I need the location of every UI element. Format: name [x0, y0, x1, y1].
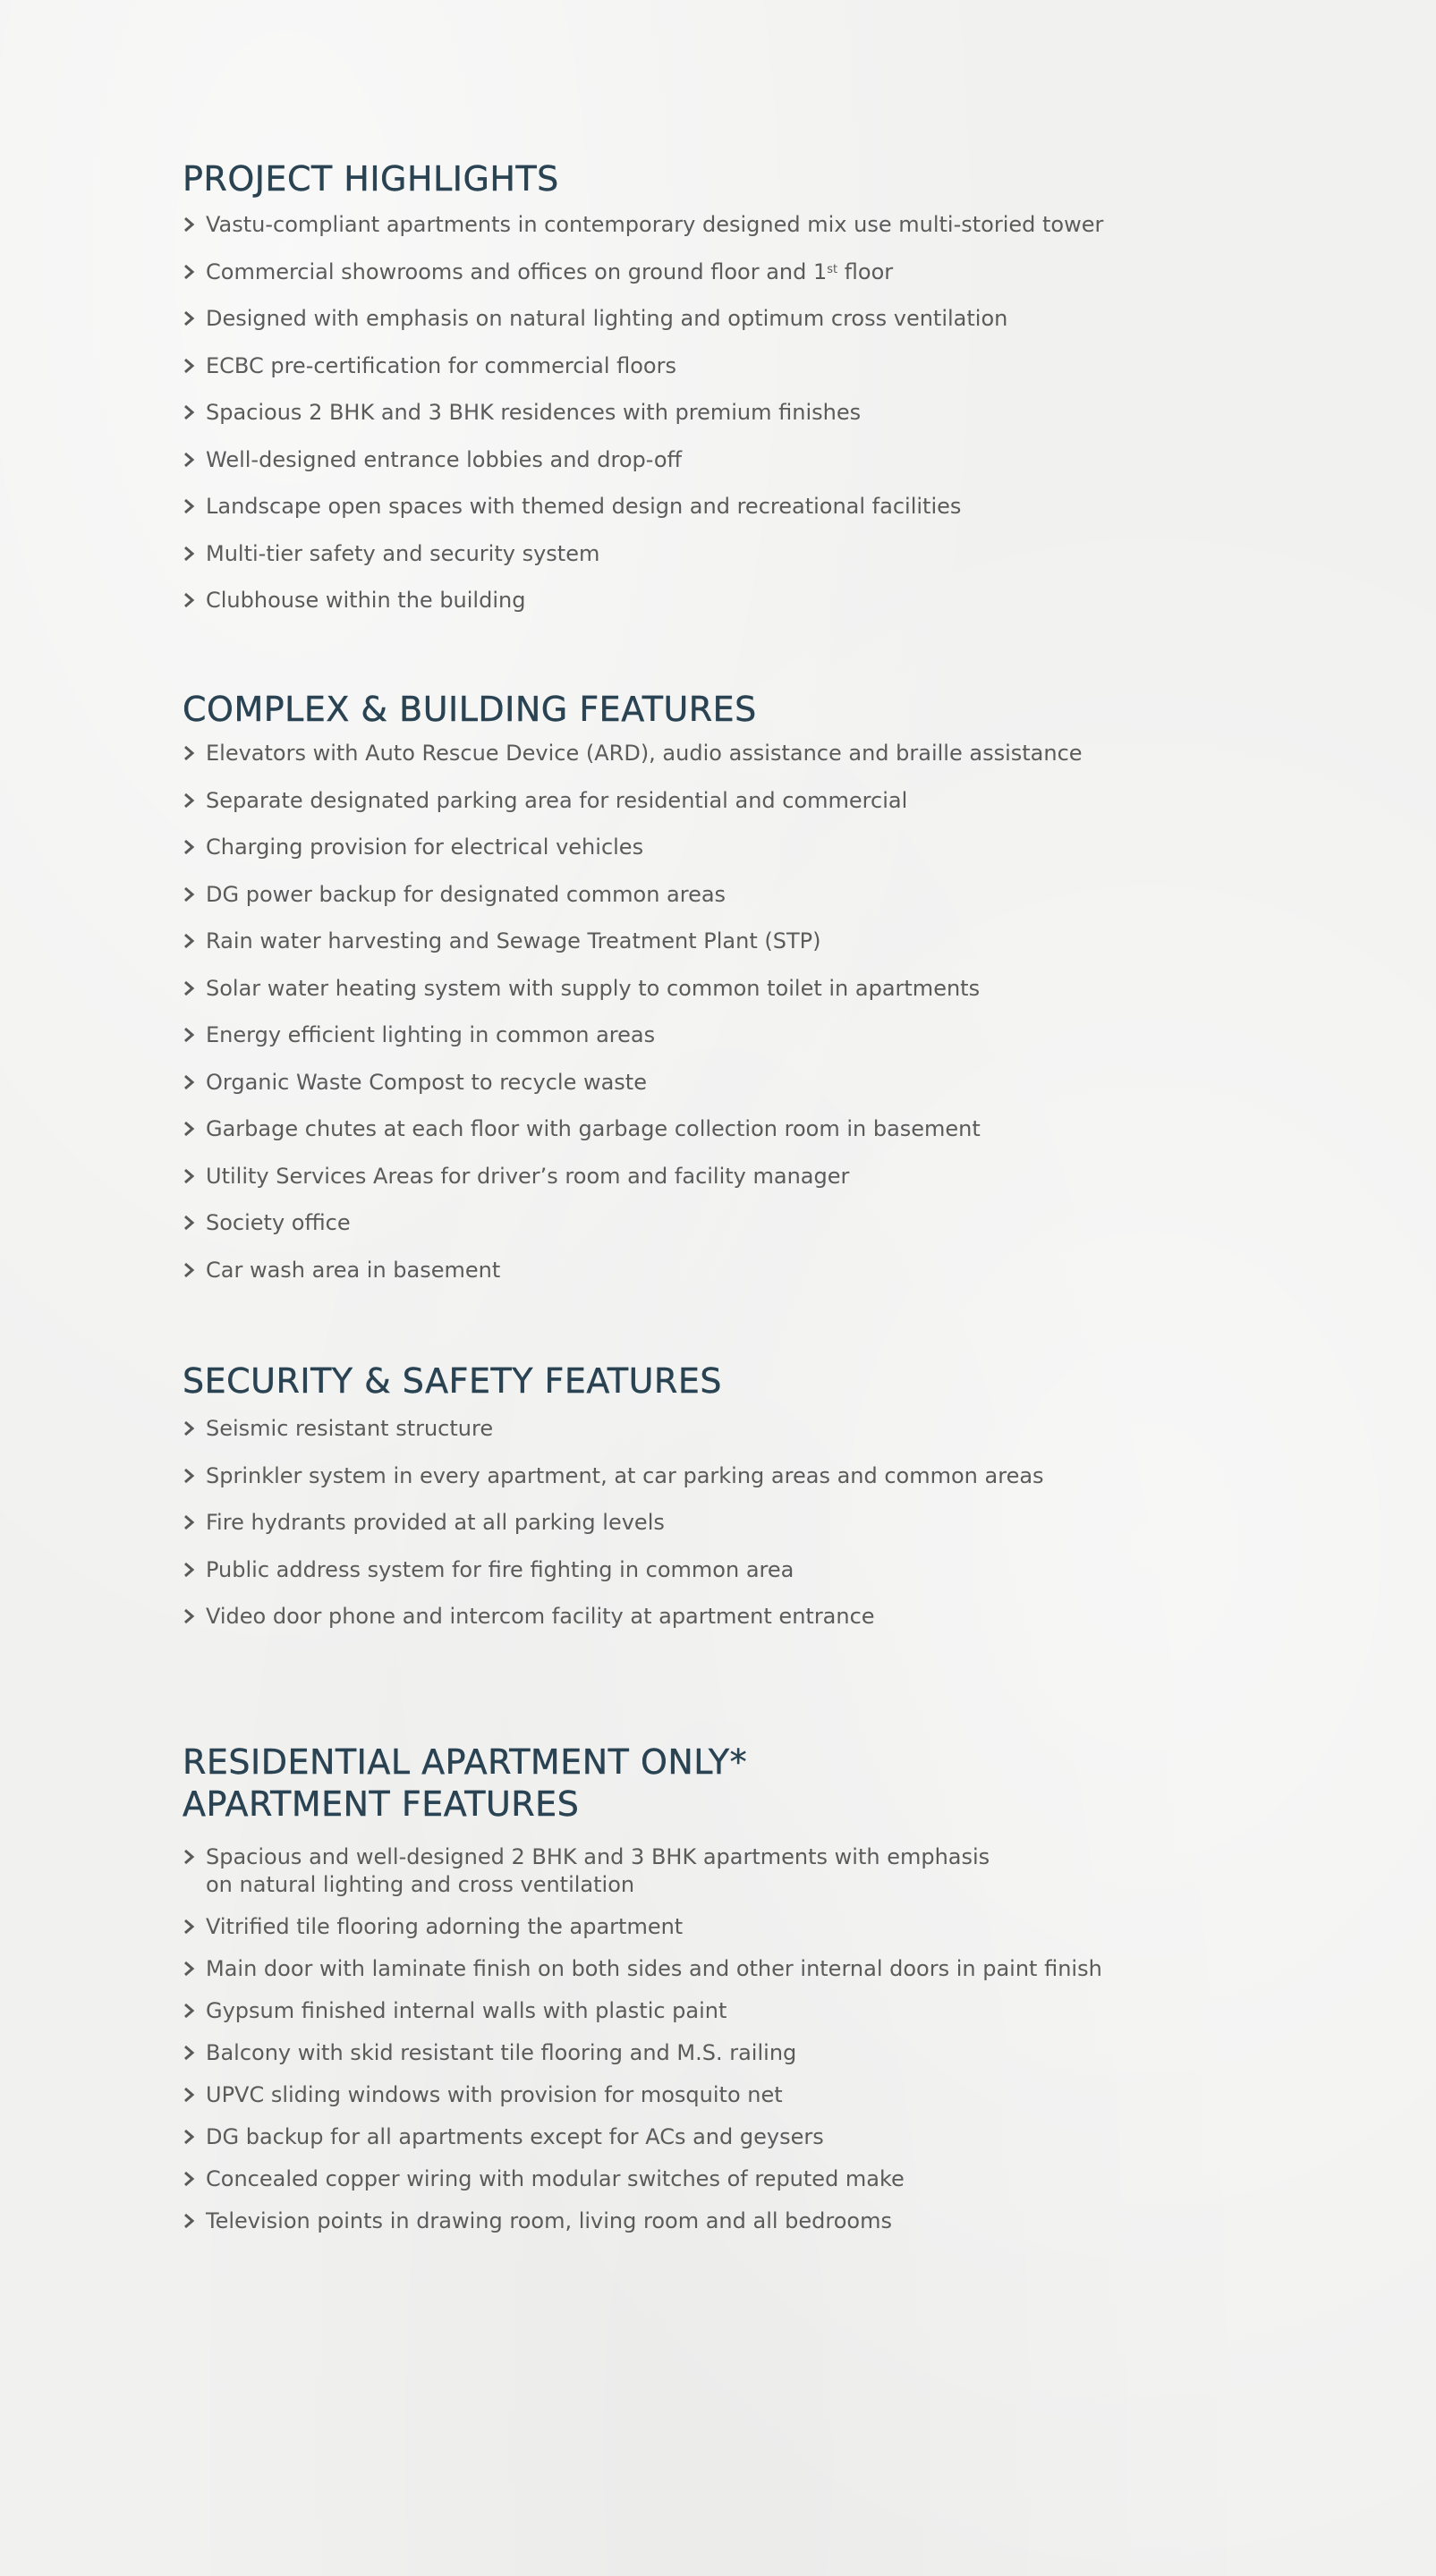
- chevron-right-icon: [183, 1074, 195, 1090]
- chevron-right-icon: [183, 980, 195, 996]
- item-text: DG power backup for designated common areas: [206, 881, 726, 907]
- complex-building-features-list: [183, 740, 1301, 1284]
- list-item: [183, 1069, 1301, 1096]
- item-text: Public address system for fire fighting in common area: [206, 1556, 794, 1582]
- chevron-right-icon: [183, 2213, 195, 2229]
- list-item: [183, 587, 1301, 614]
- list-item: [183, 211, 1301, 238]
- item-text: Energy efficient lighting in common areas: [206, 1022, 656, 1047]
- item-text: Fire hydrants provided at all parking levels: [206, 1510, 665, 1535]
- list-item: [183, 1163, 1301, 1190]
- chevron-right-icon: [183, 1420, 195, 1436]
- list-item: [183, 305, 1301, 332]
- item-text: Separate designated parking area for residential and commercial: [206, 787, 908, 813]
- list-item: [183, 1997, 1301, 2025]
- list-item: [183, 1462, 1301, 1489]
- list-item: [183, 2207, 1301, 2235]
- chevron-right-icon: [183, 404, 195, 420]
- list-item: [183, 2165, 1301, 2193]
- project-highlights-section: [183, 158, 1301, 634]
- chevron-right-icon: [183, 358, 195, 374]
- chevron-right-icon: [183, 1168, 195, 1184]
- chevron-right-icon: [183, 1919, 195, 1935]
- list-item: [183, 258, 1301, 285]
- chevron-right-icon: [183, 886, 195, 902]
- list-item: [183, 1603, 1301, 1630]
- list-item: [183, 928, 1301, 954]
- item-text: Organic Waste Compost to recycle waste: [206, 1069, 647, 1095]
- list-item: [183, 975, 1301, 1002]
- list-item: [183, 2123, 1301, 2151]
- item-text: Rain water harvesting and Sewage Treatment Plant (STP): [206, 928, 821, 953]
- chevron-right-icon: [183, 2045, 195, 2061]
- item-text: ECBC pre-certification for commercial floors: [206, 352, 676, 378]
- list-item: [183, 1021, 1301, 1048]
- chevron-right-icon: [183, 839, 195, 855]
- apartment-features-list: [183, 1843, 1301, 2235]
- list-item: [183, 787, 1301, 814]
- item-text-tail: floor: [837, 258, 894, 284]
- heading-line-2: APARTMENT FEATURES: [183, 1784, 580, 1824]
- item-text: Garbage chutes at each floor with garbage collection room in basement: [206, 1116, 981, 1141]
- list-item: [183, 352, 1301, 379]
- chevron-right-icon: [183, 2171, 195, 2187]
- list-item: [183, 540, 1301, 567]
- item-text: Charging provision for electrical vehicles: [206, 835, 644, 860]
- list-item: [183, 1209, 1301, 1236]
- item-text: Vastu-compliant apartments in contemporary designed mix use multi-storied tower: [206, 212, 1104, 237]
- item-text: Main door with laminate finish on both sides and other internal doors in paint finish: [206, 1956, 1102, 1981]
- item-text: Sprinkler system in every apartment, at car parking areas and common areas: [206, 1462, 1044, 1488]
- heading-line-1: RESIDENTIAL APARTMENT ONLY*: [183, 1742, 748, 1782]
- item-text: Balcony with skid resistant tile flooring and M.S. railing: [206, 2040, 797, 2065]
- chevron-right-icon: [183, 310, 195, 326]
- chevron-right-icon: [183, 452, 195, 468]
- item-text: Landscape open spaces with themed design and recreational facilities: [206, 494, 962, 519]
- chevron-right-icon: [183, 216, 195, 233]
- list-item: [183, 1843, 1301, 1899]
- item-text: Concealed copper wiring with modular switches of reputed make: [206, 2166, 905, 2191]
- item-text: Video door phone and intercom facility at apartment entrance: [206, 1604, 875, 1629]
- item-text-line-2: on natural lighting and cross ventilation: [206, 1872, 635, 1897]
- chevron-right-icon: [183, 1262, 195, 1278]
- chevron-right-icon: [183, 933, 195, 949]
- chevron-right-icon: [183, 1514, 195, 1530]
- item-text: Well-designed entrance lobbies and drop-off: [206, 446, 683, 472]
- item-text: Society office: [206, 1210, 351, 1235]
- security-safety-features-list: [183, 1415, 1301, 1630]
- list-item: [183, 1556, 1301, 1583]
- item-text: Car wash area in basement: [206, 1257, 501, 1283]
- section-heading: COMPLEX & BUILDING FEATURES: [183, 690, 757, 729]
- apartment-features-section: [183, 1741, 1301, 2250]
- item-text: Utility Services Areas for driver’s room and facility manager: [206, 1163, 850, 1189]
- item-text: Spacious 2 BHK and 3 BHK residences with premium finishes: [206, 400, 862, 425]
- chevron-right-icon: [183, 792, 195, 809]
- chevron-right-icon: [183, 2129, 195, 2145]
- chevron-right-icon: [183, 1961, 195, 1977]
- item-text: Vitrified tile flooring adorning the apartment: [206, 1914, 684, 1939]
- chevron-right-icon: [183, 498, 195, 514]
- chevron-right-icon: [183, 1121, 195, 1137]
- list-item: [183, 446, 1301, 473]
- item-text: Commercial showrooms and offices on ground floor and 1: [206, 258, 828, 284]
- item-text: Elevators with Auto Rescue Device (ARD), audio assistance and braille assistance: [206, 741, 1083, 766]
- list-item: [183, 399, 1301, 426]
- section-heading: PROJECT HIGHLIGHTS: [183, 159, 559, 199]
- chevron-right-icon: [183, 546, 195, 562]
- list-item: [183, 2039, 1301, 2067]
- list-item: [183, 740, 1301, 767]
- chevron-right-icon: [183, 1849, 195, 1865]
- item-text: DG backup for all apartments except for ACs and geysers: [206, 2124, 824, 2149]
- chevron-right-icon: [183, 1562, 195, 1578]
- superscript: st: [827, 262, 838, 276]
- list-item: [183, 1415, 1301, 1442]
- list-item: [183, 1257, 1301, 1284]
- item-text: Multi-tier safety and security system: [206, 540, 600, 566]
- item-text: UPVC sliding windows with provision for mosquito net: [206, 2082, 783, 2107]
- section-heading: [183, 1741, 1301, 1826]
- chevron-right-icon: [183, 2087, 195, 2103]
- chevron-right-icon: [183, 1215, 195, 1231]
- list-item: [183, 493, 1301, 520]
- chevron-right-icon: [183, 745, 195, 761]
- item-text: Clubhouse within the building: [206, 588, 526, 613]
- item-text: Spacious and well-designed 2 BHK and 3 BHK apartments with emphasis: [206, 1844, 990, 1869]
- item-text: Gypsum finished internal walls with plastic paint: [206, 1998, 727, 2023]
- list-item: [183, 881, 1301, 908]
- chevron-right-icon: [183, 264, 195, 280]
- security-safety-features-section: [183, 1360, 1301, 1650]
- chevron-right-icon: [183, 1608, 195, 1624]
- section-heading: SECURITY & SAFETY FEATURES: [183, 1361, 722, 1401]
- chevron-right-icon: [183, 1027, 195, 1043]
- list-item: [183, 1509, 1301, 1536]
- chevron-right-icon: [183, 2003, 195, 2019]
- project-highlights-list: [183, 211, 1301, 614]
- list-item: [183, 834, 1301, 860]
- item-text: Television points in drawing room, living room and all bedrooms: [206, 2208, 892, 2233]
- chevron-right-icon: [183, 592, 195, 608]
- list-item: [183, 1913, 1301, 1941]
- complex-building-features-section: [183, 689, 1301, 1303]
- chevron-right-icon: [183, 1468, 195, 1484]
- list-item: [183, 1955, 1301, 1983]
- list-item: [183, 2081, 1301, 2109]
- item-text: Seismic resistant structure: [206, 1416, 494, 1441]
- item-text: Designed with emphasis on natural lighting and optimum cross ventilation: [206, 306, 1008, 331]
- item-text: Solar water heating system with supply to common toilet in apartments: [206, 975, 981, 1001]
- list-item: [183, 1115, 1301, 1142]
